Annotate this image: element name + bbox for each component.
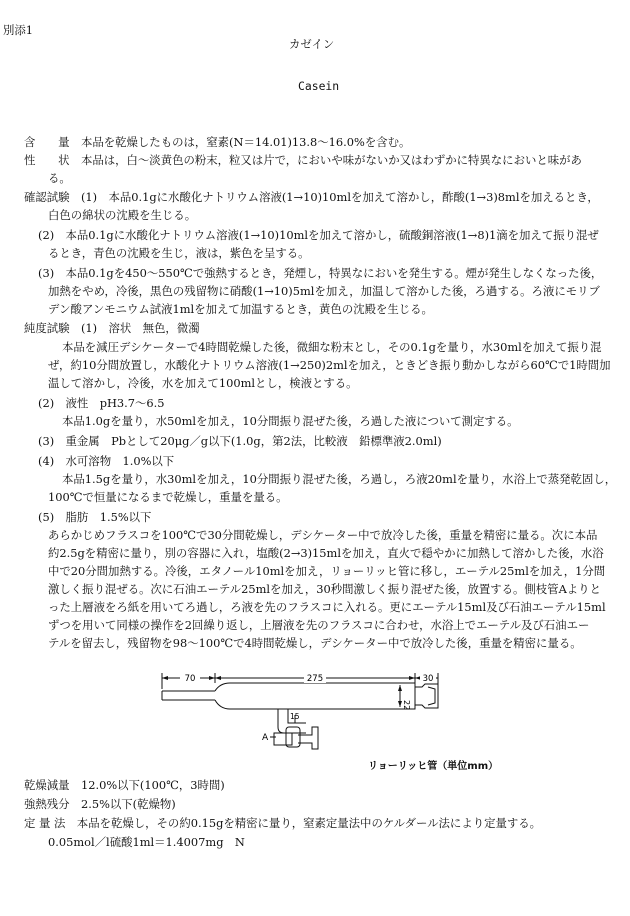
dimension-label: 15: [290, 712, 300, 721]
line-purity1-a: 本品を減圧デシケーターで4時間乾燥した後，微細な粉末とし，その0.1gを量り，水30mlを加えて振り混: [62, 340, 602, 354]
line-purity5-c: 中で20分間加熱する。冷後，エタノール10mlを加え，リョーリッヒ管に移し，エーテル25mlを加え，1分間: [48, 564, 606, 578]
line-purity5: (5) 脂肪 1.5%以下: [38, 510, 152, 524]
line-purity5-g: テルを留去し，残留物を98～100℃で4時間乾燥し，デシケーター中で放冷した後，重量を精密に量る。: [48, 636, 582, 650]
line-purity4-cont: 100℃で恒量になるまで乾燥し，重量を量る。: [48, 490, 288, 504]
line-description-2: る。: [48, 171, 71, 185]
line-id3-cont: 加熱をやめ，冷後，黒色の残留物に硝酸(1→10)5mlを加え，加温して溶かした後，ろ過する。ろ液にモリブ: [48, 284, 600, 298]
line-purity5-d: 激しく振り混ぜる。次に石油エーテル25mlを加え，30秒間激しく振り混ぜた後，放置する。側枝管Aよりと: [48, 582, 601, 596]
line-purity4-body: 本品1.5gを量り，水30mlを加え，10分間振り混ぜた後，ろ過し，ろ液20mlを量り，水浴上で蒸発乾固し，: [62, 472, 617, 486]
dimension-label: 30: [422, 674, 434, 684]
line-description: 性 状 本品は，白～淡黄色の粉末，粒又は片で，においや味がないか又はわずかに特異なにおいと味があ: [24, 153, 582, 167]
dimension-label: 275: [306, 674, 324, 684]
line-loss-on-drying: 乾燥減量 12.0%以下(100℃，3時間): [24, 778, 225, 792]
line-purity1-c: 温して溶かし，冷後，水を加えて100mlとし，検液とする。: [48, 376, 358, 390]
line-identification: 確認試験 (1) 本品0.1gに水酸化ナトリウム溶液(1→10)10mlを加えて溶かし，酢酸(1→3)8mlを加えるとき，: [24, 190, 599, 204]
line-assay: 定 量 法 本品を乾燥し，その約0.15gを精密に量り，窒素定量法中のケルダール法により定量する。: [24, 816, 542, 830]
side-arm-label: A: [262, 733, 269, 743]
line-purity5-b: 約2.5gを精密に量り，別の容器に入れ，塩酸(2→3)15mlを加え，直火で穏やかに加熱して溶かした後，水浴: [48, 546, 604, 560]
line-purity: 純度試験 (1) 溶状 無色，微濁: [24, 321, 200, 335]
line-purity2: (2) 液性 pH3.7～6.5: [38, 396, 165, 410]
line-purity4: (4) 水可溶物 1.0%以下: [38, 454, 175, 468]
line-content: 含 量 本品を乾燥したものは，窒素(N＝14.01)13.8～16.0%を含む。: [24, 135, 411, 149]
dimension-label: 22: [402, 700, 411, 711]
line-purity5-f: ずつを用いて同様の操作を2回繰り返し，上層液を先のフラスコに合わせ，水浴上でエーテル及び石油エー: [48, 618, 590, 632]
line-purity5-a: あらかじめフラスコを100℃で30分間乾燥し，デシケーター中で放冷した後，重量を精密に量る。次に本品: [48, 528, 598, 542]
line-purity3: (3) 重金属 Pbとして20μg／g以下(1.0g，第2法，比較液 鉛標準液2.0ml): [38, 434, 442, 448]
line-assay-factor: 0.05mol／l硫酸1ml＝1.4007mg N: [48, 835, 245, 849]
line-purity5-e: った上層液をろ紙を用いてろ過し，ろ液を先のフラスコに入れる。更にエーテル15ml及び石油エーテル15ml: [48, 600, 606, 614]
title-japanese: カゼイン: [289, 37, 335, 51]
line-purity2-body: 本品1.0gを量り，水50mlを加え，10分間振り混ぜた後，ろ過した液について測定する。: [62, 414, 519, 428]
line-residue-on-ignition: 強熱残分 2.5%以下(乾燥物): [24, 797, 176, 811]
line-id1-cont: 白色の綿状の沈殿を生じる。: [48, 208, 197, 222]
line-id3: (3) 本品0.1gを450～550℃で強熱するとき，発煙し，特異なにおいを発生する。煙が発生しなくなった後，: [38, 266, 603, 280]
line-id2-cont: るとき，青色の沈殿を生じ，液は，紫色を呈する。: [48, 246, 310, 260]
line-id2: (2) 本品0.1gに水酸化ナトリウム溶液(1→10)10mlを加えて溶かし，硫酸銅溶液(1→8)1滴を加えて振り混ぜ: [38, 228, 599, 242]
dimension-label: 70: [184, 674, 196, 684]
figure-caption: リョーリッヒ管（単位mm）: [368, 761, 499, 772]
title-english: Casein: [298, 79, 340, 93]
line-purity1-b: ぜ，約10分間放置し，水酸化ナトリウム溶液(1→250)2mlを加え，ときどき振り動かしながら60℃で1時間加: [48, 358, 611, 372]
line-id3-cont-2: デン酸アンモニウム試液1mlを加えて加温するとき，黄色の沈殿を生じる。: [48, 302, 433, 316]
attachment-tag: 別添1: [3, 23, 34, 37]
